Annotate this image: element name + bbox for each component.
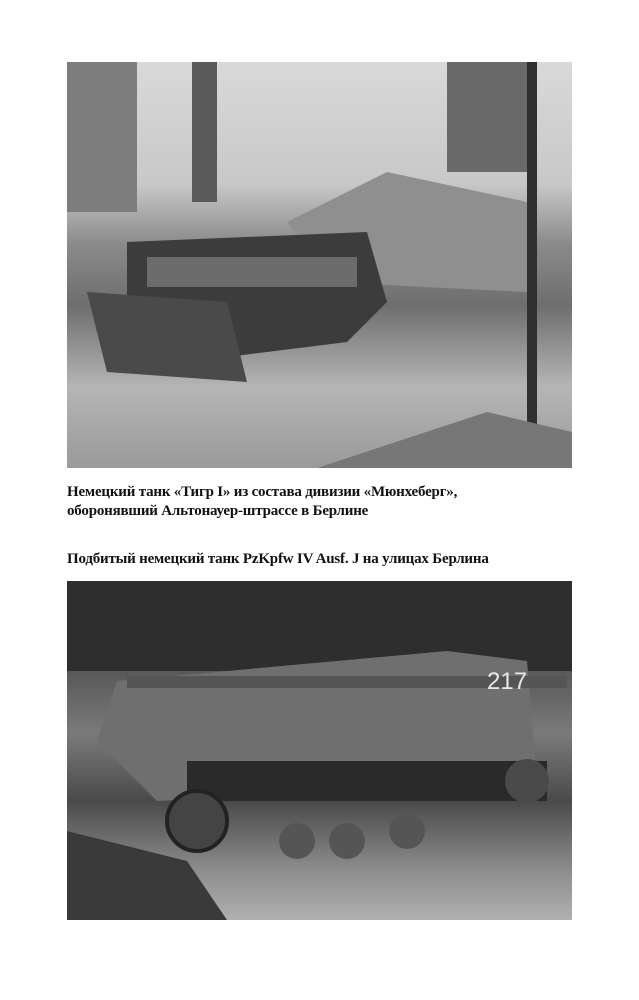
ruined-building-right: [447, 62, 537, 172]
ruined-building-left: [67, 62, 137, 212]
photo-panzer-iv-wreck: [67, 581, 572, 920]
photo-caption-1: [67, 483, 547, 521]
photo-tiger-tank-wreck: [67, 62, 572, 468]
pillar: [192, 62, 217, 202]
lamp-post: [527, 62, 537, 462]
photo-caption-2: Подбитый немецкий танк PzKpfw IV Ausf. J на улицах Берлина: [67, 551, 489, 567]
caption-line: Немецкий танк «Тигр I» из состава дивизии «Мюнхеберг»,: [67, 484, 458, 500]
track: [187, 761, 547, 801]
caption-line: оборонявший Альтонауер-штрассе в Берлине: [67, 503, 369, 519]
turret-number: 217: [487, 668, 528, 695]
